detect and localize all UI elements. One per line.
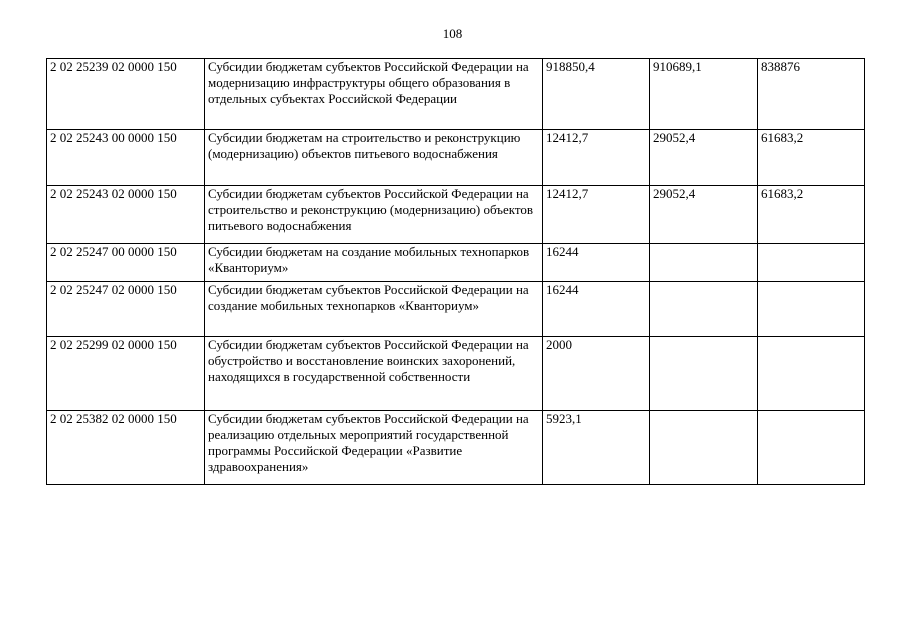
table-row — [47, 130, 865, 186]
table-row — [47, 59, 865, 130]
amount-year-1-cell: 12412,7 — [543, 186, 650, 244]
amount-year-1-cell: 16244 — [543, 282, 650, 337]
amount-year-3-cell — [758, 337, 865, 411]
table-row — [47, 244, 865, 282]
budget-code-cell: 2 02 25299 02 0000 150 — [47, 337, 205, 411]
description-cell: Субсидии бюджетам субъектов Российской Федерации на создание мобильных технопарков «Кванториум» — [205, 282, 543, 337]
budget-code-cell: 2 02 25243 00 0000 150 — [47, 130, 205, 186]
amount-year-3-cell — [758, 244, 865, 282]
description-cell: Субсидии бюджетам субъектов Российской Федерации на модернизацию инфраструктуры общего образования в отдельных субъектах Российской Федерации — [205, 59, 543, 130]
table-row — [47, 337, 865, 411]
amount-year-3-cell — [758, 282, 865, 337]
amount-year-2-cell — [650, 244, 758, 282]
amount-year-2-cell — [650, 282, 758, 337]
amount-year-3-cell: 61683,2 — [758, 130, 865, 186]
description-cell: Субсидии бюджетам субъектов Российской Федерации на строительство и реконструкцию (модернизацию) объектов питьевого водоснабжения — [205, 186, 543, 244]
description-cell: Субсидии бюджетам субъектов Российской Федерации на обустройство и восстановление воинских захоронений, находящихся в государственной собственности — [205, 337, 543, 411]
amount-year-2-cell: 29052,4 — [650, 130, 758, 186]
budget-code-cell: 2 02 25243 02 0000 150 — [47, 186, 205, 244]
budget-code-cell: 2 02 25239 02 0000 150 — [47, 59, 205, 130]
amount-year-3-cell — [758, 411, 865, 485]
amount-year-2-cell — [650, 411, 758, 485]
page-number: 108 — [442, 26, 463, 41]
description-cell: Субсидии бюджетам на строительство и реконструкцию (модернизацию) объектов питьевого водоснабжения — [205, 130, 543, 186]
table-row — [47, 411, 865, 485]
budget-revenue-table — [46, 58, 865, 485]
amount-year-1-cell: 5923,1 — [543, 411, 650, 485]
amount-year-1-cell: 918850,4 — [543, 59, 650, 130]
amount-year-3-cell: 838876 — [758, 59, 865, 130]
amount-year-1-cell: 16244 — [543, 244, 650, 282]
table-row — [47, 186, 865, 244]
amount-year-1-cell: 2000 — [543, 337, 650, 411]
amount-year-2-cell: 910689,1 — [650, 59, 758, 130]
table-row — [47, 282, 865, 337]
description-cell: Субсидии бюджетам на создание мобильных технопарков «Кванториум» — [205, 244, 543, 282]
budget-code-cell: 2 02 25382 02 0000 150 — [47, 411, 205, 485]
amount-year-3-cell: 61683,2 — [758, 186, 865, 244]
description-cell: Субсидии бюджетам субъектов Российской Федерации на реализацию отдельных мероприятий государственной программы Российской Федерации «Развитие здравоохранения» — [205, 411, 543, 485]
amount-year-2-cell — [650, 337, 758, 411]
budget-code-cell: 2 02 25247 00 0000 150 — [47, 244, 205, 282]
amount-year-1-cell: 12412,7 — [543, 130, 650, 186]
amount-year-2-cell: 29052,4 — [650, 186, 758, 244]
budget-code-cell: 2 02 25247 02 0000 150 — [47, 282, 205, 337]
